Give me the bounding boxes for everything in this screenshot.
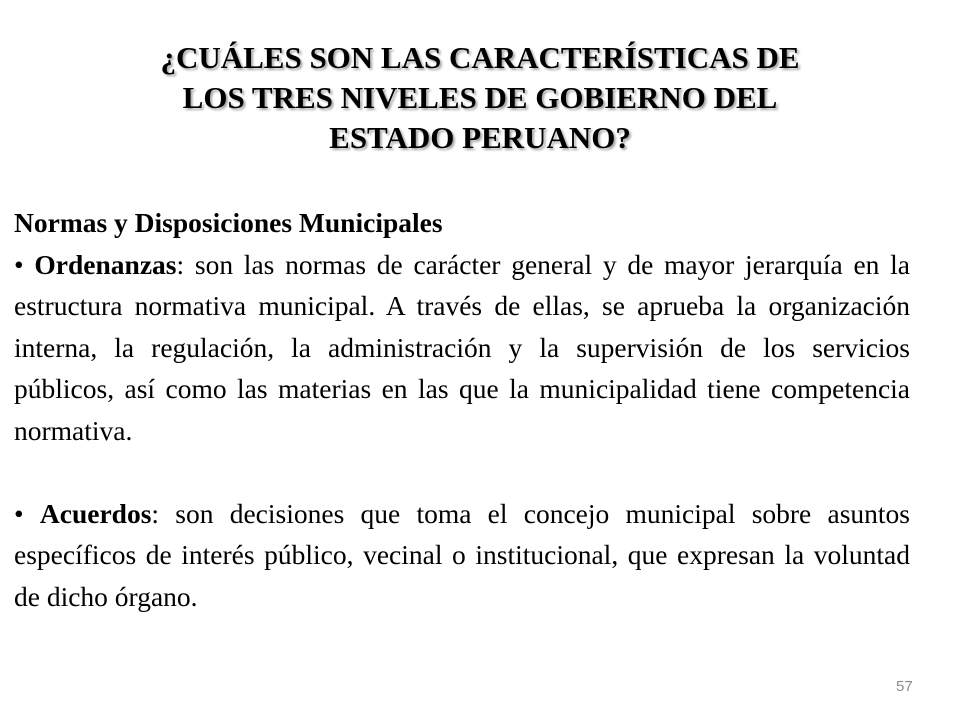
- slide-title: [60, 38, 900, 158]
- title-line: ESTADO PERUANO?: [329, 120, 631, 155]
- page-number: 57: [896, 678, 913, 695]
- bullet-text: : son decisiones que toma el concejo municipal sobre asuntos específicos de interés público, vecinal o institucional, que expresan la voluntad de dicho órgano.: [14, 497, 910, 612]
- bullet-text: : son las normas de carácter general y de mayor jerarquía en la estructura normativa municipal. A través de ellas, se aprueba la organización interna, la regulación, la administración y la supervisión de los servicios públicos, así como las materias en las que la municipalidad tiene competencia normativa.: [14, 248, 911, 446]
- title-line: ¿CUÁLES SON LAS CARACTERÍSTICAS DE: [160, 40, 800, 75]
- bullet-term: Ordenanzas: [34, 248, 177, 280]
- title-line: LOS TRES NIVELES DE GOBIERNO DEL: [182, 80, 778, 115]
- bullet-ordenanzas: [14, 244, 910, 452]
- bullet-term: Acuerdos: [39, 497, 152, 529]
- slide-body: [14, 202, 910, 617]
- bullet-acuerdos: [14, 493, 910, 618]
- section-heading: Normas y Disposiciones Municipales: [14, 207, 443, 238]
- paragraph-spacer: [14, 451, 910, 493]
- bullet-marker: •: [14, 497, 24, 529]
- bullet-marker: •: [14, 248, 24, 280]
